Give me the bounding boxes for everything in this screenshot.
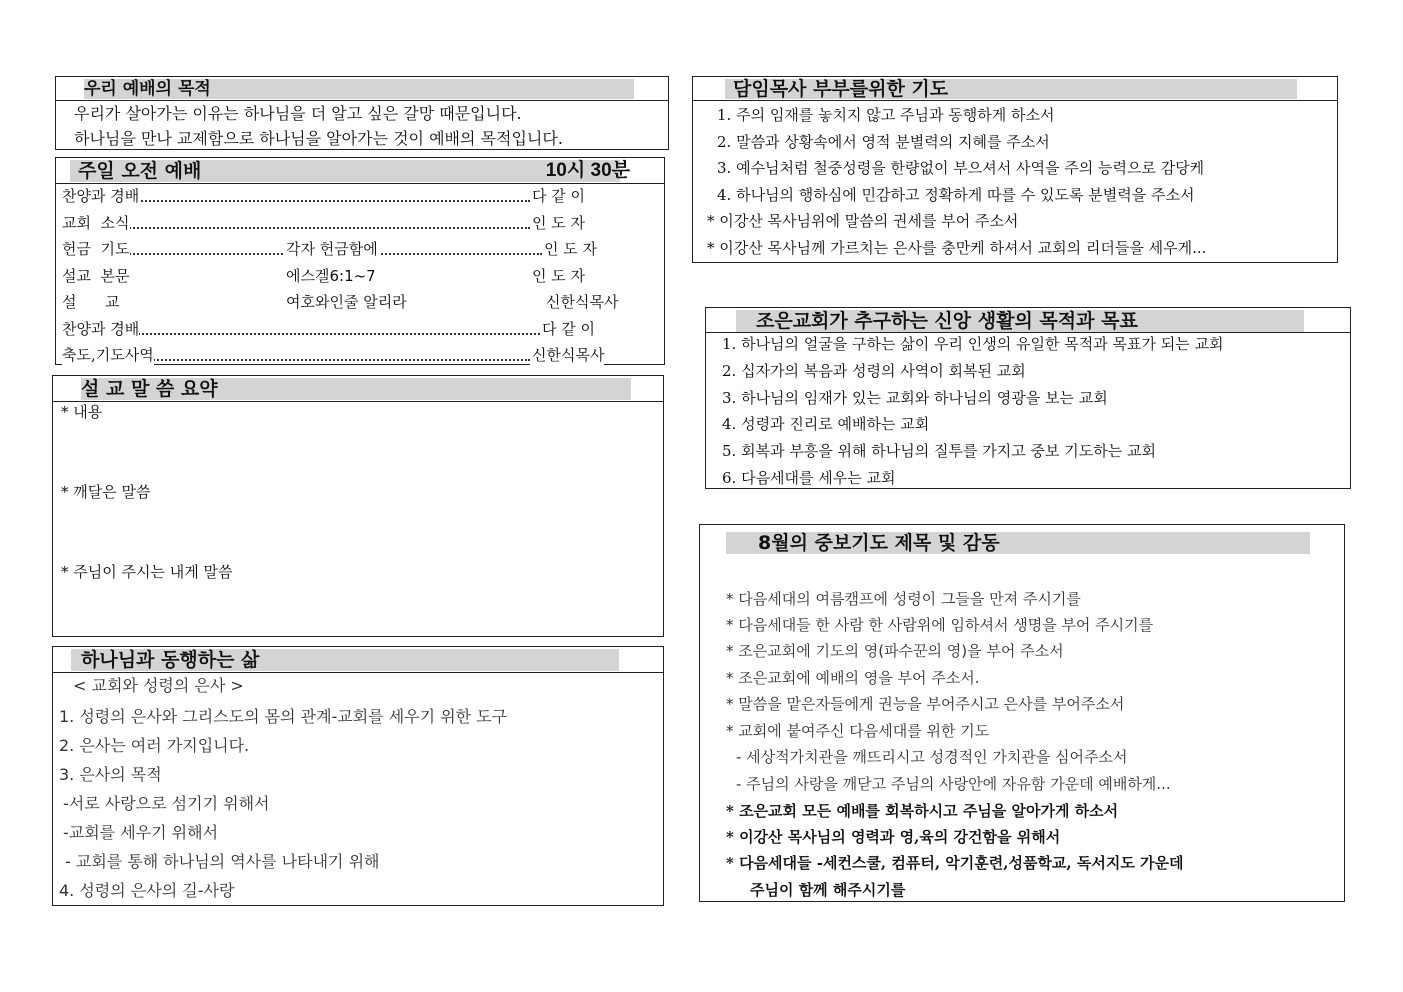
worship-item: 교회 소식 (62, 214, 130, 232)
purpose-line-2: 하나님을 만나 교제함으로 하나님을 알아가는 것이 예배의 목적입니다. (74, 129, 563, 148)
church-goal-line: 4. 성령과 진리로 예배하는 교회 (722, 415, 930, 434)
intercession-title: 8월의 중보기도 제목 및 감동 (726, 532, 1310, 554)
sermon-item-realization: * 깨달은 말씀 (61, 483, 151, 501)
worship-row (62, 238, 637, 260)
worship-leader: 신한식목사 (546, 293, 619, 311)
worship-row (62, 265, 637, 287)
walk-subtitle: < 교회와 성령의 은사 > (73, 676, 244, 695)
pastor-prayer-line: * 이강산 목사님께 가르치는 은사를 충만케 하셔서 교회의 리더들을 세우게... (707, 238, 1207, 257)
worship-middle: 에스겔6:1~7 (286, 267, 376, 285)
dot-leader (122, 333, 540, 335)
worship-item: 설 교 (62, 293, 120, 311)
worship-row (62, 185, 637, 207)
intercession-line: * 다음세대들 한 사람 한 사람위에 임하셔서 생명을 부어 주시기를 (726, 616, 1154, 634)
worship-time: 10시 30분 (545, 160, 630, 181)
intercession-line: - 세상적가치관을 깨뜨리시고 성경적인 가치관을 심어주소서 (736, 748, 1128, 766)
church-goal-line: 5. 회복과 부흥을 위해 하나님의 질투를 가지고 중보 기도하는 교회 (722, 442, 1156, 461)
walk-title: 하나님과 동행하는 삶 (71, 649, 619, 671)
pastor-prayer-line: 4. 하나님의 행하심에 민감하고 정확하게 따를 수 있도록 분별력을 주소서 (717, 185, 1195, 204)
worship-item: 헌금 기도 (62, 240, 130, 258)
intercession-line: * 조은교회에 기도의 영(파수꾼의 영)을 부어 주소서 (726, 642, 1064, 660)
church-goal-line: 6. 다음세대를 세우는 교회 (722, 469, 896, 487)
pastor-prayer-box (692, 76, 1338, 263)
worship-row (62, 291, 637, 313)
worship-middle: 각자 헌금함에 (286, 240, 378, 258)
walk-line: 2. 은사는 여러 가지입니다. (59, 736, 250, 755)
worship-title (70, 160, 630, 182)
worship-leader: 인 도 자 (532, 214, 586, 232)
intercession-line: * 이강산 목사님의 영력과 영,육의 강건함을 위해서 (726, 828, 1061, 846)
worship-row (62, 318, 637, 340)
walk-line: 4. 성령의 은사의 길-사랑 (59, 881, 235, 900)
pastor-title: 담임목사 부부를위한 기도 (725, 79, 1297, 99)
walk-line: -교회를 세우기 위해서 (63, 823, 219, 842)
worship-row (62, 344, 637, 366)
intercession-line: * 다음세대들 -세컨스쿨, 컴퓨터, 악기훈련,성품학교, 독서지도 가운데 (726, 854, 1184, 872)
intercession-line: * 말씀을 맡은자들에게 권능을 부어주시고 은사를 부어주소서 (726, 695, 1125, 713)
church-goal-line: 1. 하나님의 얼굴을 구하는 삶이 우리 인생의 유일한 목적과 목표가 되는 교회 (722, 335, 1224, 353)
intercession-line: - 주님의 사랑을 깨닫고 주님의 사랑안에 자유함 가운데 예배하게... (736, 775, 1171, 793)
sermon-title: 설 교 말 씀 요약 (81, 378, 631, 400)
worship-title-text: 주일 오전 예배 (78, 160, 202, 182)
worship-order-box (55, 157, 665, 365)
intercession-box (699, 524, 1345, 902)
worship-leader: 인 도 자 (532, 267, 586, 285)
church-goal-line: 3. 하나님의 임재가 있는 교회와 하나님의 영광을 보는 교회 (722, 388, 1108, 407)
pastor-prayer-line: 2. 말씀과 상황속에서 영적 분별력의 지혜를 주소서 (717, 132, 1050, 151)
dot-leader (122, 200, 530, 202)
worship-item: 설교 본문 (62, 267, 130, 285)
sermon-item-word: * 주님이 주시는 내게 말씀 (61, 563, 233, 581)
intercession-line: * 조은교회 모든 예배를 회복하시고 주님을 알아가게 하소서 (726, 802, 1119, 820)
purpose-line-1: 우리가 살아가는 이유는 하나님을 더 알고 싶은 갈망 때문입니다. (74, 104, 522, 123)
worship-item: 찬양과 경배 (62, 320, 140, 338)
goals-title: 조은교회가 추구하는 신앙 생활의 목적과 목표 (736, 310, 1304, 332)
intercession-line: * 조은교회에 예배의 영을 부어 주소서. (726, 669, 980, 687)
pastor-prayer-line: * 이강산 목사님위에 말씀의 권세를 부어 주소서 (707, 212, 1019, 230)
worship-item: 축도,기도사역 (62, 346, 154, 364)
worship-leader: 다 같 이 (532, 187, 586, 205)
sermon-summary-box (52, 375, 664, 637)
pastor-prayer-line: 3. 예수님처럼 철중성령을 한량없이 부으셔서 사역을 주의 능력으로 감당케 (717, 159, 1205, 177)
worship-leader: 다 같 이 (542, 320, 596, 338)
intercession-line: * 다음세대의 여름캠프에 성령이 그들을 만져 주시기를 (726, 590, 1081, 608)
worship-leader: 인 도 자 (544, 240, 598, 258)
purpose-title: 우리 예배의 목적 (84, 79, 634, 99)
intercession-line: * 교회에 붙여주신 다음세대를 위한 기도 (726, 722, 990, 740)
sermon-item-content: * 내용 (61, 403, 103, 421)
dot-leader (122, 359, 530, 361)
walk-line: 3. 은사의 목적 (59, 765, 162, 784)
church-goal-line: 2. 십자가의 복음과 성령의 사역이 회복된 교회 (722, 361, 1026, 380)
walk-with-god-box (52, 646, 664, 906)
walk-line: -서로 사랑으로 섬기기 위해서 (63, 794, 270, 813)
worship-middle: 여호와인줄 알리라 (286, 293, 407, 311)
intercession-line: 주님이 함께 해주시기를 (750, 881, 906, 899)
walk-line: - 교회를 통해 하나님의 역사를 나타내기 위해 (65, 852, 380, 871)
worship-item: 찬양과 경배 (62, 187, 140, 205)
pastor-prayer-line: 1. 주의 임재를 놓치지 않고 주님과 동행하게 하소서 (717, 106, 1055, 124)
worship-leader: 신한식목사 (532, 346, 605, 364)
dot-leader (122, 227, 530, 229)
walk-line: 1. 성령의 은사와 그리스도의 몸의 관계-교회를 세우기 위한 도구 (59, 707, 508, 726)
purpose-box (55, 76, 669, 150)
church-goals-box (705, 307, 1351, 489)
worship-row (62, 212, 637, 234)
